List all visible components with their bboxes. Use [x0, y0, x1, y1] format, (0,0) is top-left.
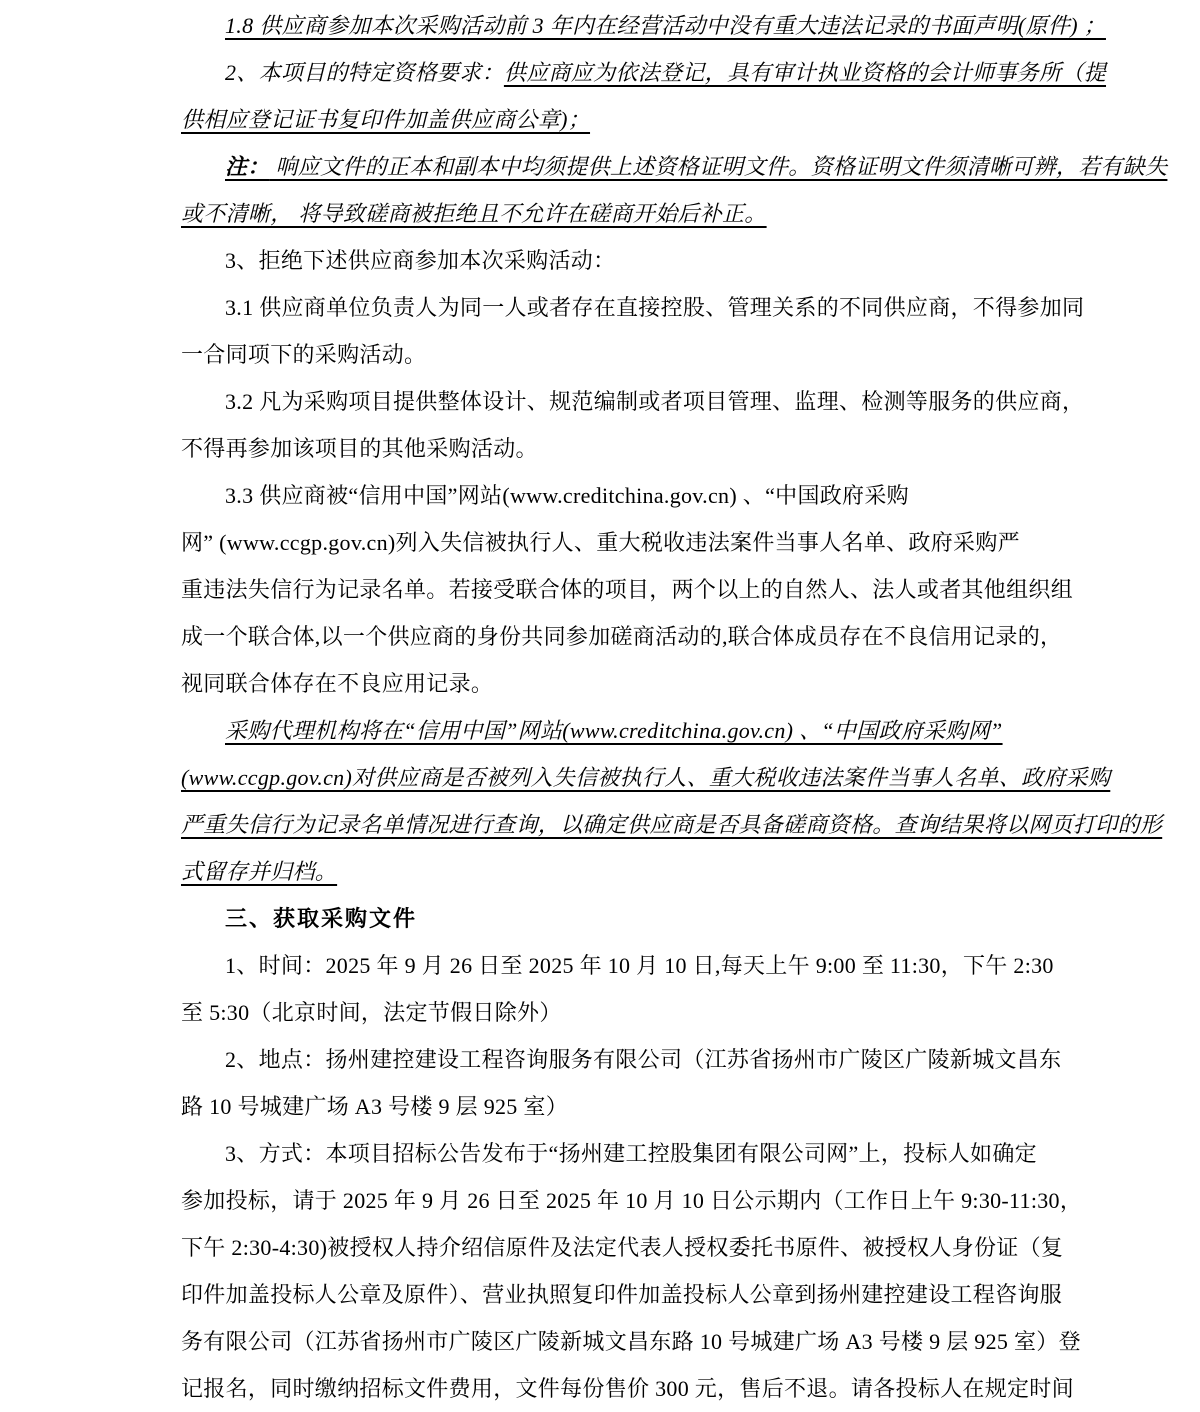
method-line-4: 印件加盖投标人公章及原件）、营业执照复印件加盖投标人公章到扬州建控建设工程咨询服: [181, 1282, 1063, 1307]
time-line-1: 1、时间：2025 年 9 月 26 日至 2025 年 10 月 10 日,每天上午 9:00 至 11:30，下午 2:30: [225, 953, 1054, 978]
method-line-2: 参加投标，请于 2025 年 9 月 26 日至 2025 年 10 月 10 日公示期内（工作日上午 9:30-11:30，: [181, 1188, 1083, 1213]
document-body: [181, 2, 1168, 1412]
clause-3: 3、拒绝下述供应商参加本次采购活动：: [225, 248, 616, 273]
agency-query-note-line-2: (www.ccgp.gov.cn)对供应商是否被列入失信被执行人、重大税收违法案件当事人名单、政府采购: [181, 765, 1111, 790]
method-line-3: 下午 2:30-4:30)被授权人持介绍信原件及法定代表人授权委托书原件、被授权人身份证（复: [181, 1235, 1064, 1260]
location-line-2: 路 10 号城建广场 A3 号楼 9 层 925 室）: [181, 1094, 568, 1119]
method-line-6: 记报名，同时缴纳招标文件费用，文件每份售价 300 元，售后不退。请各投标人在规定时间: [181, 1376, 1074, 1401]
clause-3-3-line-4: 成一个联合体,以一个供应商的身份共同参加磋商活动的,联合体成员存在不良信用记录的，: [181, 624, 1063, 649]
time-line-2: 至 5:30（北京时间，法定节假日除外）: [181, 1000, 562, 1025]
clause-3-2: 3.2 凡为采购项目提供整体设计、规范编制或者项目管理、监理、检测等服务的供应商，: [225, 389, 1085, 414]
method-line-1: 3、方式：本项目招标公告发布于“扬州建工控股集团有限公司网”上，投标人如确定: [225, 1141, 1037, 1166]
clause-2: [181, 49, 1107, 96]
clause-3-2-continued: 不得再参加该项目的其他采购活动。: [181, 436, 538, 461]
clause-2-requirement: 供应商应为依法登记，具有审计执业资格的会计师事务所（提: [503, 60, 1107, 85]
clause-3-3: 3.3 供应商被“信用中国”网站(www.creditchina.gov.cn) 、“中国政府采购: [225, 483, 909, 508]
clause-2-continued: 供相应登记证书复印件加盖供应商公章)；: [181, 107, 591, 132]
clause-2-label: 2、本项目的特定资格要求：: [225, 60, 504, 85]
location-line-1: 2、地点：扬州建控建设工程咨询服务有限公司（江苏省扬州市广陵区广陵新城文昌东: [225, 1047, 1062, 1072]
section-heading-obtain-documents: 三、获取采购文件: [225, 906, 418, 931]
note-label: 注：: [225, 154, 270, 179]
method-line-5: 务有限公司（江苏省扬州市广陵区广陵新城文昌东路 10 号城建广场 A3 号楼 9 层 925 室）登: [181, 1329, 1081, 1354]
clause-3-1-continued: 一合同项下的采购活动。: [181, 342, 427, 367]
clause-3-3-line-2: 网” (www.ccgp.gov.cn)列入失信被执行人、重大税收违法案件当事人名单、政府采购严: [181, 530, 1020, 555]
clause-3-3-line-5: 视同联合体存在不良应用记录。: [181, 671, 494, 696]
note-line-2: 或不清晰， 将导致磋商被拒绝且不允许在磋商开始后补正。: [181, 201, 767, 226]
agency-query-note-line-3: 严重失信行为记录名单情况进行查询，以确定供应商是否具备磋商资格。查询结果将以网页打印的形: [181, 812, 1163, 837]
clause-1-8: 1.8 供应商参加本次采购活动前 3 年内在经营活动中没有重大违法记录的书面声明(原件) ；: [225, 13, 1106, 38]
clause-3-3-line-3: 重违法失信行为记录名单。若接受联合体的项目，两个以上的自然人、法人或者其他组织组: [181, 577, 1074, 602]
note-line-1: [181, 143, 1168, 190]
agency-query-note-line-1: 采购代理机构将在“信用中国”网站(www.creditchina.gov.cn) 、“中国政府采购网”: [225, 718, 1003, 743]
agency-query-note-line-4: 式留存并归档。: [181, 859, 338, 884]
clause-3-1: 3.1 供应商单位负责人为同一人或者存在直接控股、管理关系的不同供应商，不得参加同: [225, 295, 1085, 320]
note-text: 响应文件的正本和副本中均须提供上述资格证明文件。资格证明文件须清晰可辨，若有缺失: [269, 154, 1168, 179]
